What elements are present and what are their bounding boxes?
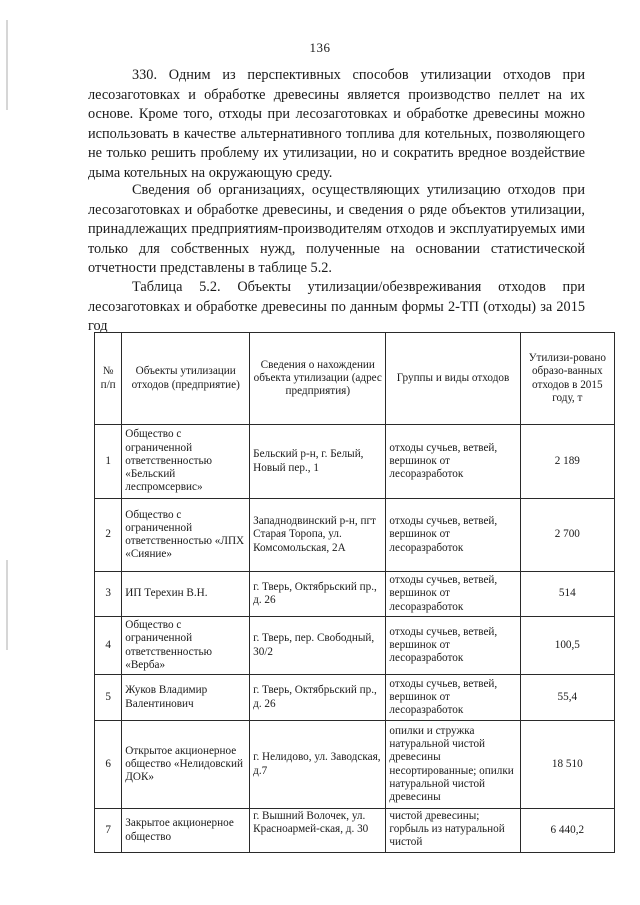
row-organization: Жуков Владимир Валентинович <box>122 675 250 721</box>
row-number: 1 <box>95 425 122 499</box>
row-waste-type: отходы сучьев, ветвей, вершинок от лесоразработок <box>386 675 520 721</box>
row-number: 3 <box>95 572 122 617</box>
table-row <box>95 809 615 853</box>
row-organization: Общество с ограниченной ответственностью «Бельский леспромсервис» <box>122 425 250 499</box>
table-header-row <box>95 333 615 425</box>
header-organization: Объекты утилизации отходов (предприятие) <box>122 333 250 425</box>
row-waste-type: отходы сучьев, ветвей, вершинок от лесоразработок <box>386 425 520 499</box>
row-waste-type: опилки и стружка натуральной чистой древесины несортированные; опилки натуральной чистой древесины <box>386 721 520 809</box>
scan-edge-mark <box>6 20 8 110</box>
row-organization: Открытое акционерное общество «Нелидовский ДОК» <box>122 721 250 809</box>
header-amount: Утилизи-ровано образо-ванных отходов в 2015 году, т <box>520 333 614 425</box>
row-address: г. Нелидово, ул. Заводская, д.7 <box>250 721 386 809</box>
row-organization: Общество с ограниченной ответственностью «Верба» <box>122 617 250 675</box>
row-waste-type: чистой древесины; горбыль из натуральной чистой <box>386 809 520 853</box>
row-amount: 6 440,2 <box>520 809 614 853</box>
row-organization: Общество с ограниченной ответственностью «ЛПХ «Сияние» <box>122 499 250 572</box>
row-address: Западнодвинский р-н, пгт Старая Торопа, ул. Комсомольская, 2А <box>250 499 386 572</box>
row-amount: 100,5 <box>520 617 614 675</box>
row-address: г. Тверь, Октябрьский пр., д. 26 <box>250 572 386 617</box>
scan-edge-mark <box>6 560 8 650</box>
row-amount: 18 510 <box>520 721 614 809</box>
row-number: 4 <box>95 617 122 675</box>
table-row <box>95 499 615 572</box>
paragraph-330: 330. Одним из перспективных способов утилизации отходов при лесозаготовках и обработке древесины является производство пеллет на их основе. Кроме того, отходы при лесозаготовках и обработке древесины можно использовать в качестве альтернативного топлива для котельных, позволяющего не только решить проблему их утилизации, но и сократить вредное воздействие дыма котельных на окружающую среду. <box>88 67 585 181</box>
table-row <box>95 425 615 499</box>
page-number: 136 <box>309 40 331 55</box>
row-number: 2 <box>95 499 122 572</box>
utilization-table <box>94 332 615 853</box>
row-address: г. Тверь, пер. Свободный, 30/2 <box>250 617 386 675</box>
paragraph-organizations: Сведения об организациях, осуществляющих утилизацию отходов при лесозаготовках и обработке древесины, и сведения о ряде объектов утилизации, принадлежащих предприятиям-производителям отходов и эксплуатируемых ими только для собственных нужд, полученные на основании статистической отчетности представлены в таблице 5.2. <box>88 182 585 277</box>
row-amount: 2 189 <box>520 425 614 499</box>
table-caption: Таблица 5.2. Объекты утилизации/обезвреживания отходов при лесозаготовках и обработке древесины по данным формы 2-ТП (отходы) за 2015 год <box>88 279 585 335</box>
table-row <box>95 721 615 809</box>
header-waste-type: Группы и виды отходов <box>386 333 520 425</box>
header-number: № п/п <box>95 333 122 425</box>
row-waste-type: отходы сучьев, ветвей, вершинок от лесоразработок <box>386 617 520 675</box>
row-waste-type: отходы сучьев, ветвей, вершинок от лесоразработок <box>386 572 520 617</box>
table-row <box>95 572 615 617</box>
row-amount: 2 700 <box>520 499 614 572</box>
row-address: Бельский р-н, г. Белый, Новый пер., 1 <box>250 425 386 499</box>
row-waste-type: отходы сучьев, ветвей, вершинок от лесоразработок <box>386 499 520 572</box>
row-address: г. Вышний Волочек, ул. Красноармей-ская, д. 30 <box>250 809 386 853</box>
table-row <box>95 675 615 721</box>
row-number: 5 <box>95 675 122 721</box>
row-number: 7 <box>95 809 122 853</box>
table-row <box>95 617 615 675</box>
row-amount: 55,4 <box>520 675 614 721</box>
header-address: Сведения о нахождении объекта утилизации (адрес предприятия) <box>250 333 386 425</box>
row-amount: 514 <box>520 572 614 617</box>
row-organization: Закрытое акционерное общество <box>122 809 250 853</box>
row-number: 6 <box>95 721 122 809</box>
row-address: г. Тверь, Октябрьский пр., д. 26 <box>250 675 386 721</box>
row-organization: ИП Терехин В.Н. <box>122 572 250 617</box>
